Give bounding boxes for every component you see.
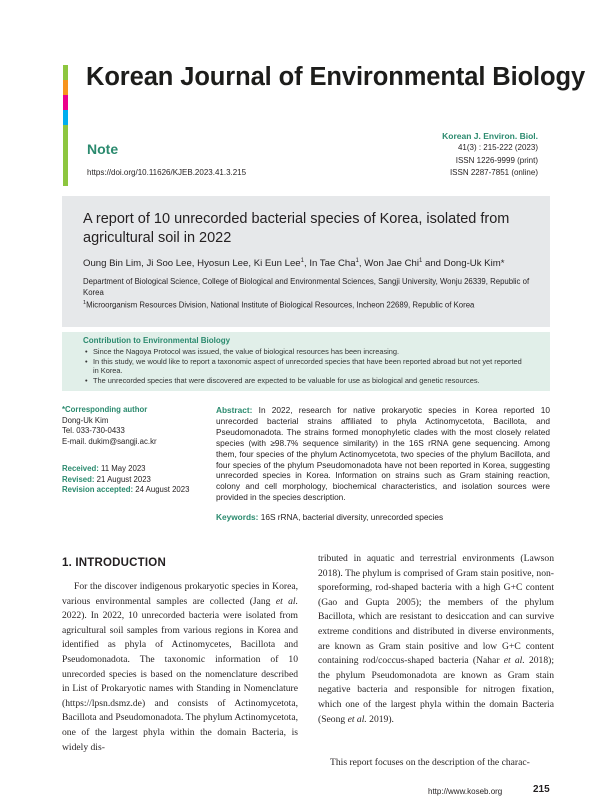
footer-url[interactable]: http://www.koseb.org xyxy=(428,787,503,796)
contribution-title: Contribution to Environmental Biology xyxy=(83,336,231,345)
contribution-list xyxy=(83,347,528,385)
journal-colorbar xyxy=(63,65,68,186)
keywords-text: 16S rRNA, bacterial diversity, unrecorded species xyxy=(258,512,444,522)
colorbar-segment xyxy=(63,140,68,186)
article-type-label: Note xyxy=(87,141,119,157)
list-item: • In this study, we would like to report a taxonomic aspect of unrecorded species that have been reported abroad but not yet reported in Korea. xyxy=(83,357,528,376)
affiliation-marker: 1 xyxy=(418,258,423,264)
journal-info xyxy=(442,130,538,179)
author-name: Ji Soo Lee, xyxy=(146,258,198,270)
affiliations xyxy=(83,277,538,311)
list-item: • The unrecorded species that were discovered are expected to be valuable for use as biological and genetic resources. xyxy=(83,376,528,386)
revised-date: Revised: 21 August 2023 xyxy=(62,474,151,484)
paragraph: This report focuses on the description of the charac- xyxy=(330,757,530,768)
colorbar-segment xyxy=(63,125,68,140)
author-name: Ki Eun Lee xyxy=(253,258,301,270)
corresponding-author-tel: Tel. 033-730-0433 xyxy=(62,426,125,435)
affiliation-marker: 1 xyxy=(300,258,304,264)
author-name: Oung Bin Lim, xyxy=(83,258,147,270)
affiliation-2: $^1$Microorganism Resources Division, National Institute of Biological Resources, Incheon 22689, Republic of Korea xyxy=(83,300,475,310)
author-name: Hyosun Lee, xyxy=(197,258,254,270)
volume-info: 41(3) : 215-222 (2023) xyxy=(457,143,538,153)
issn-print: ISSN 1226-9999 (print) xyxy=(455,155,538,165)
colorbar-segment xyxy=(63,95,68,110)
doi-link[interactable]: https://doi.org/10.11626/KJEB.2023.41.3.215 xyxy=(87,168,247,177)
section-heading: 1. INTRODUCTION xyxy=(62,557,166,569)
corresponding-author-label: *Corresponding author xyxy=(62,405,148,414)
accepted-date: Revision accepted: 24 August 2023 xyxy=(62,485,190,494)
received-date: Received: 11 May 2023 xyxy=(62,464,146,473)
corresponding-author-email[interactable]: E-mail. dukim@sangji.ac.kr xyxy=(62,436,157,446)
author-name: and Dong-Uk Kim* xyxy=(422,258,505,270)
affiliation-marker: 1 xyxy=(355,258,359,264)
keywords-label: Keywords: xyxy=(216,512,259,522)
colorbar-segment xyxy=(63,65,68,80)
abstract-text: In 2022, research for native prokaryotic species in Korea reported 10 unrecorded bacterial strains affiliated to phyla Actinomycetota, Bacillota, and Pseudomonadota. The strains formed monophyletic clades with the most closely related species (with ≥98.7% sequence similarity) in the 16S rRNA gene sequencing. Among them, four species of the phylum Actinomycetota, two species of the phylum Bacillota, and four species of the phylum Pseudomonadota have not been reported in Korea, suggesting unrecorded species in Korea. Information on strains such as Gram staining reaction, colony and cell morphology, biochemical characteristics, and isolation sources were provided in the species description. xyxy=(216,405,550,503)
journal-title: Korean Journal of Environmental Biology xyxy=(86,63,586,91)
affiliation-marker: 1 xyxy=(83,300,87,306)
list-item: • Since the Nagoya Protocol was issued, the value of biological resources has been increasing. xyxy=(83,347,528,357)
paragraph: tributed in aquatic and terrestrial environments (Lawson 2018). The phylum is comprised of Gram stain positive, non-sporeforming, rod-shaped bacteria with a high G+C content (Gao and Gupta 2005); the members of the phylum Bacillota, which are resistant to desiccation and can survive extreme conditions and distributed in diverse environments, are known as Gram stain positive and low G+C content containing rod/coccus-shaped bacteria (Nahar et al. 2018); the phylum Pseudomonadota are known as Gram stain negative bacteria and responsible for nitrogen fixation, which one of the largest phyla within the domain Bacteria (Seong et al. 2019). xyxy=(318,553,554,725)
abstract xyxy=(216,405,550,503)
author-list xyxy=(83,258,504,269)
article-sidebar xyxy=(62,405,202,496)
keywords xyxy=(216,512,550,522)
abstract-label: Abstract: xyxy=(216,405,253,415)
corresponding-author-name: Dong-Uk Kim xyxy=(62,415,109,425)
journal-abbreviation: Korean J. Environ. Biol. xyxy=(442,131,538,141)
paragraph: For the discover indigenous prokaryotic species in Korea, various environmental samples are collected (Jang et al. 2022). In 2022, 10 unrecorded bacteria were isolated from agricultural soil samples from various regions in Korea and identified as phyla of Actinomycetes, Bacillota and Pseudomonadota. The taxonomic information of 10 unrecorded species is based on the nomenclature described in List of Prokaryotic names with Standing in Nomenclature (https://lpsn.dsmz.de) and consists of Actinomycetota, Bacillota and Pseudomonadota. The phylum Actinomycetota, one of the largest phyla within the domain Bacteria, is widely dis- xyxy=(62,581,298,753)
paper-title: A report of 10 unrecorded bacterial species of Korea, isolated from agricultural soil in 2022 xyxy=(83,211,510,246)
page-number: 215 xyxy=(533,784,550,795)
colorbar-segment xyxy=(63,80,68,95)
author-name: , In Tae Cha xyxy=(303,258,356,270)
issn-online: ISSN 2287-7851 (online) xyxy=(449,167,538,177)
affiliation-1: Department of Biological Science, College of Biological and Environmental Sciences, Sangji University, Wonju 26339, Republic of Korea xyxy=(83,277,530,297)
colorbar-segment xyxy=(63,110,68,125)
author-name: , Won Jae Chi xyxy=(358,258,419,270)
